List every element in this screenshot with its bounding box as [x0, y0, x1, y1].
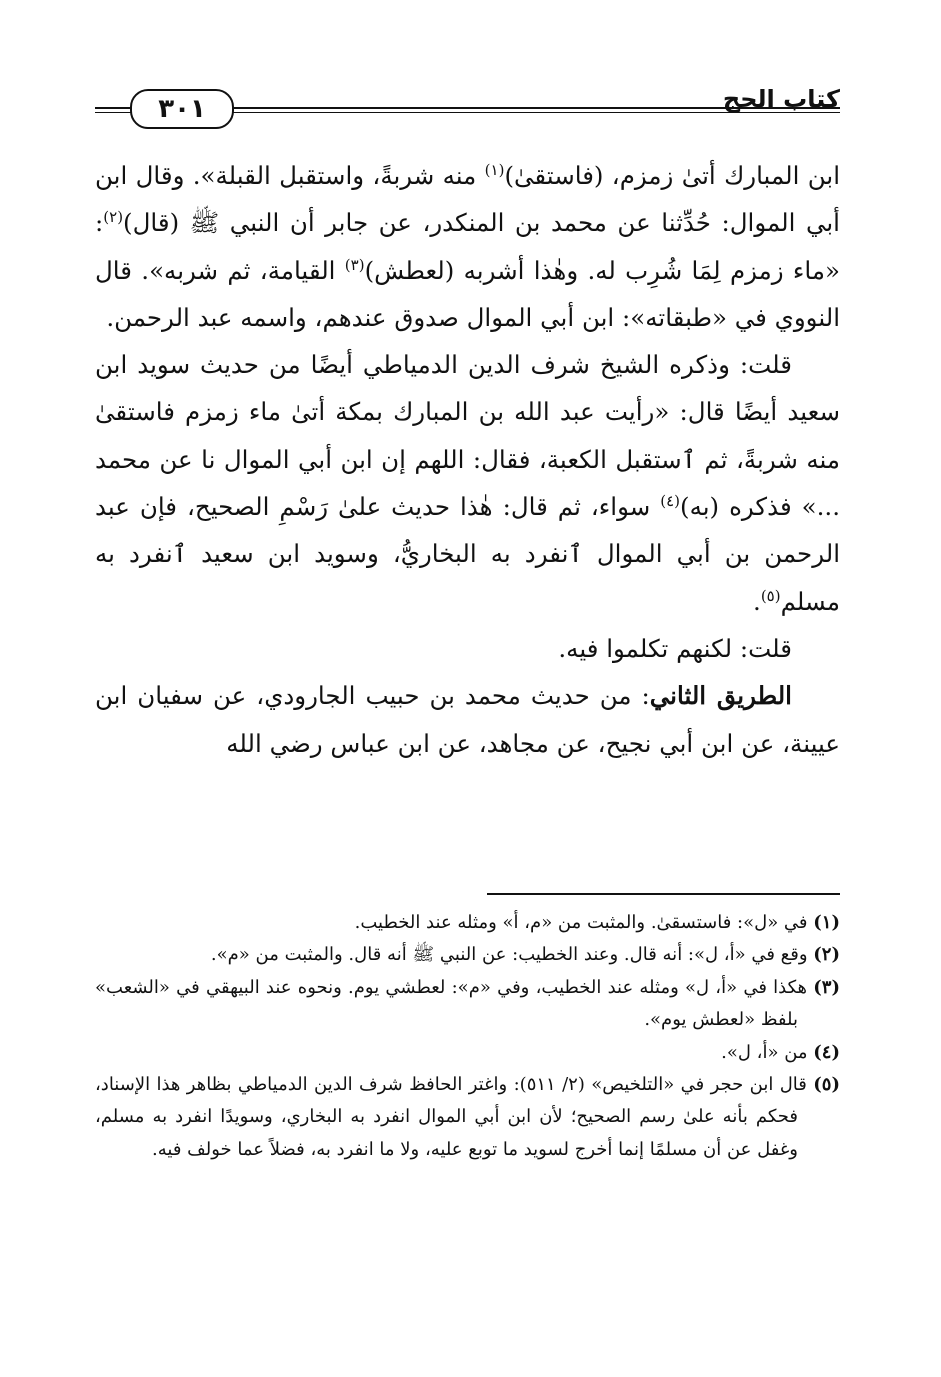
- footnote-number: (٥): [813, 1074, 840, 1096]
- footnote-number: (٢): [813, 944, 840, 966]
- footnote-number: (٤): [813, 1041, 840, 1063]
- text-segment: سواء، ثم قال: هٰذا حديث علىٰ رَسْمِ الصحيح، فإن عبد الرحمن بن أبي الموال ٱنفرد به البخاريُّ، وسويد ابن سعيد ٱنفرد به مسلم: [95, 492, 840, 616]
- footnote-1: [95, 907, 840, 939]
- text-segment: ابن المبارك أتىٰ زمزم، (فاستقىٰ): [504, 161, 841, 190]
- footnote-ref-5: (٥): [760, 586, 781, 605]
- footnote-5: [95, 1069, 840, 1166]
- footnote-ref-1: (١): [484, 160, 505, 179]
- main-text: [95, 152, 840, 767]
- footnote-2: [95, 939, 840, 971]
- footnotes: [95, 907, 840, 1166]
- paragraph-2: [95, 341, 840, 625]
- footnote-ref-4: (٤): [660, 491, 681, 510]
- footnote-text: من «أ، ل».: [721, 1041, 814, 1063]
- running-title: كتاب الحج: [722, 85, 840, 113]
- footnote-text: وقع في «أ، ل»: أنه قال. وعند الخطيب: عن النبي ﷺ أنه قال. والمثبت من «م».: [210, 944, 814, 966]
- footnote-text: في «ل»: فاستسقىٰ. والمثبت من «م، أ» ومثله عند الخطيب.: [354, 912, 814, 933]
- section-lead: الطريق الثاني: [649, 681, 792, 711]
- footnote-ref-2: (٢): [103, 208, 124, 227]
- page-number: ٣٠١: [130, 89, 234, 129]
- text-segment: .: [753, 586, 761, 616]
- text-segment: قلت: وذكره الشيخ شرف الدين الدمياطي أيضًا من حديث سويد ابن سعيد أيضًا قال: «رأيت عبد الله بن المبارك بمكة أتىٰ ماء زمزم فاستقىٰ منه شربةً، ثم ٱستقبل الكعبة، فقال: اللهم إن ابن أبي الموال نا عن محمد ...» فذكره (به): [95, 350, 840, 522]
- footnote-3: [95, 972, 840, 1037]
- text-segment: : من حديث محمد بن حبيب الجارودي، عن سفيان ابن عيينة، عن ابن أبي نجيح، عن مجاهد، عن ابن عباس رضي الله: [95, 681, 840, 758]
- footnote-number: (٣): [813, 976, 840, 998]
- text-segment: : «ماء زمزم لِمَا شُرِب له. وهٰذا أشربه (لعطش): [95, 208, 840, 285]
- footnote-text: قال ابن حجر في «التلخيص» (٢/ ٥١١): واغتر الحافظ شرف الدين الدمياطي بظاهر هذا الإسناد، فحكم بأنه علىٰ رسم الصحيح؛ لأن ابن أبي الموال انفرد به البخاري، وسويدًا انفرد به مسلم، وغفل عن أن مسلمًا إنما أخرج لسويد ما توبع عليه، ولا ما انفرد به، فضلاً عما خولف فيه.: [95, 1074, 814, 1160]
- footnote-ref-3: (٣): [344, 255, 365, 274]
- paragraph-3: قلت: لكنهم تكلموا فيه.: [558, 633, 792, 663]
- text-segment: القيامة، ثم شربه». قال النووي في «طبقاته»: ابن أبي الموال صدوق عندهم، واسمه عبد الرحمن.: [95, 255, 840, 332]
- text-segment: منه شربةً، واستقبل القبلة». وقال ابن أبي الموال: حُدِّثنا عن محمد بن المنكدر، عن جابر أن النبي ﷺ (قال): [95, 161, 840, 238]
- paragraph-4: [95, 672, 840, 767]
- paragraph-1: [95, 152, 840, 341]
- footnote-4: [95, 1037, 840, 1069]
- footnote-separator: [487, 893, 840, 895]
- page-header: [95, 84, 840, 124]
- footnote-text: هكذا في «أ، ل» ومثله عند الخطيب، وفي «م»: لعطشي يوم. ونحوه عند البيهقي في «الشعب» بلفظ «لعطش يوم».: [95, 976, 814, 1031]
- footnote-number: (١): [813, 912, 840, 933]
